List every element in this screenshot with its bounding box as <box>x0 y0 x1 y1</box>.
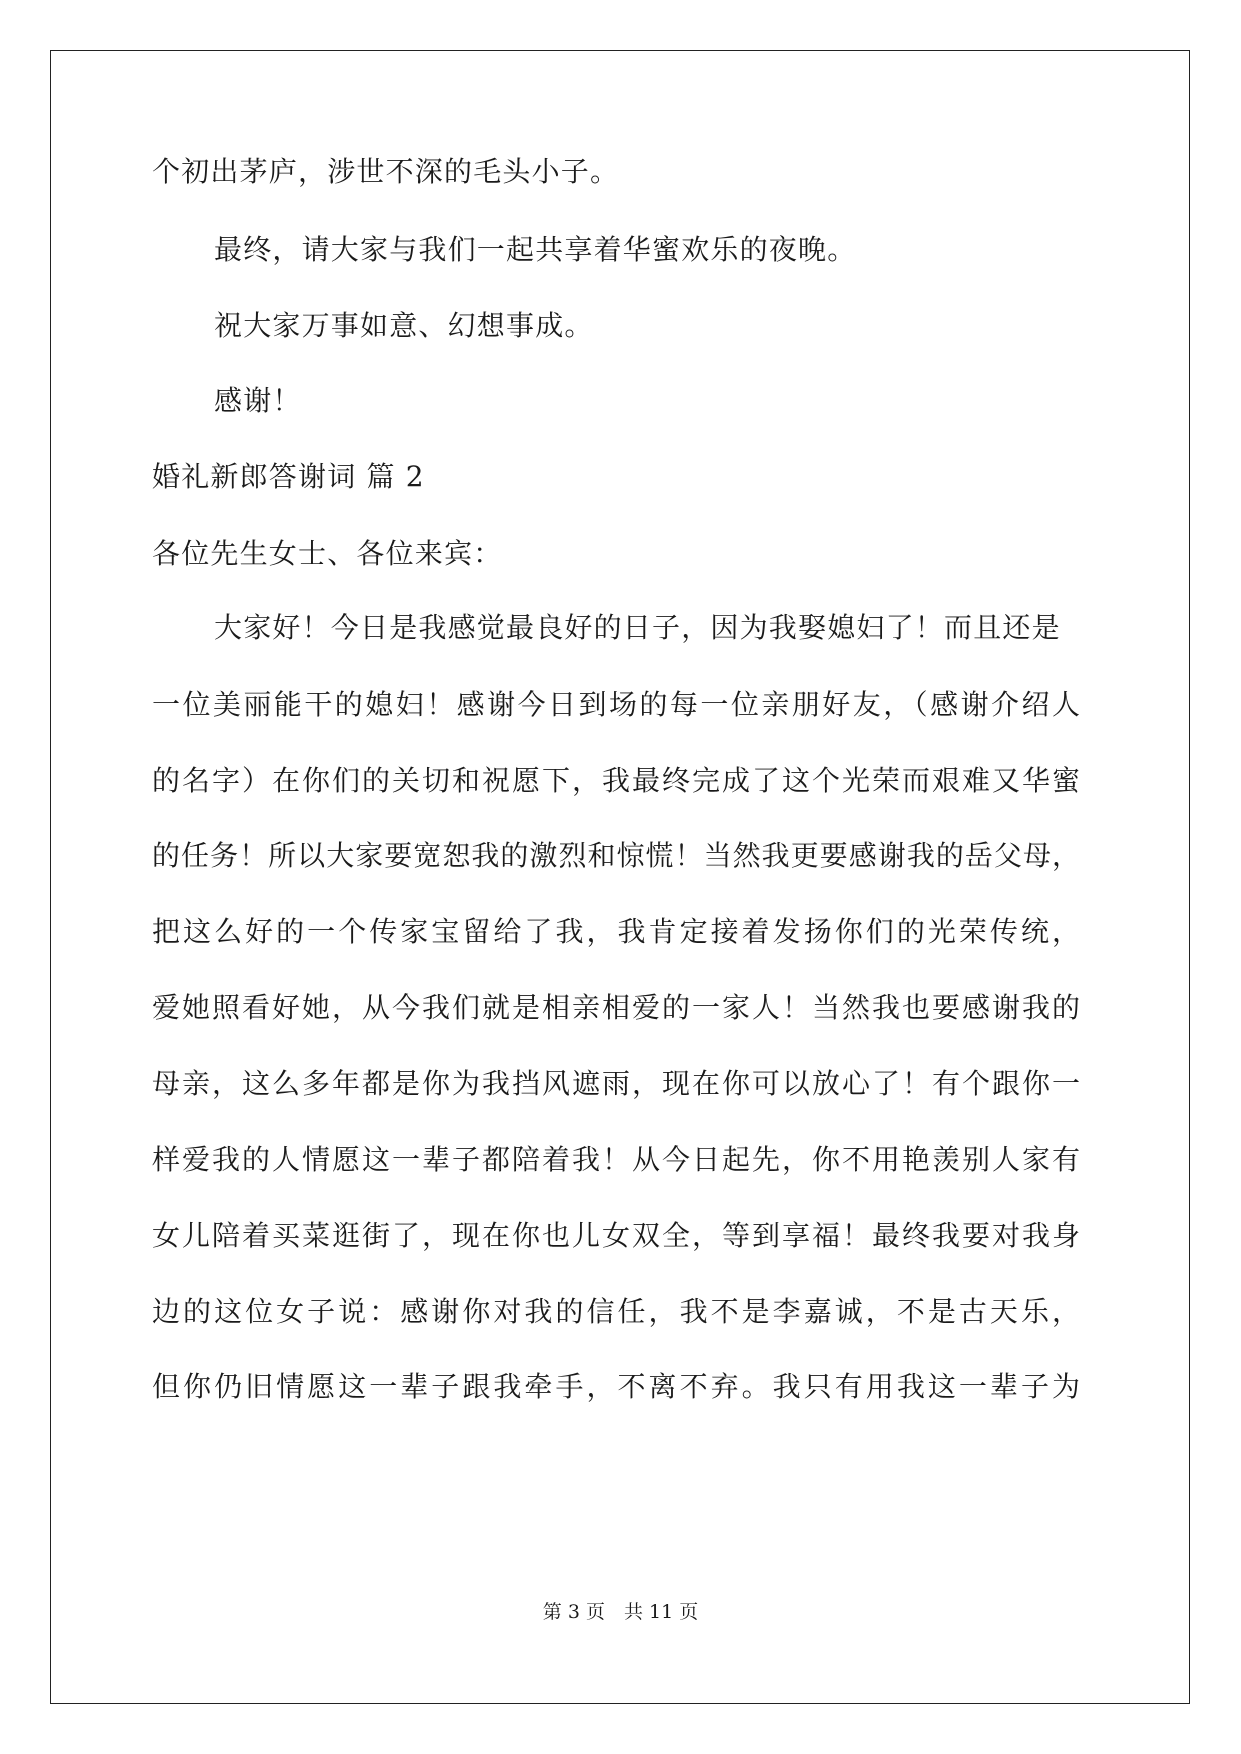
paragraph-line: 大家好！今日是我感觉最良好的日子，因为我娶媳妇了！而且还是 <box>214 611 1061 644</box>
text-line-1: 个初出茅庐，涉世不深的毛头小子。 <box>152 155 620 188</box>
text-line-4: 感谢！ <box>214 384 302 417</box>
paragraph-line: 但你仍旧情愿这一辈子跟我牵手，不离不弃。我只有用我这一辈子为 <box>152 1370 1080 1403</box>
page-number: 第 3 页 共 11 页 <box>542 1601 699 1623</box>
paragraph-line: 样爱我的人情愿这一辈子都陪着我！从今日起先，你不用艳羡别人家有 <box>152 1143 1080 1176</box>
salutation-line: 各位先生女士、各位来宾： <box>152 537 503 570</box>
text-line-3: 祝大家万事如意、幻想事成。 <box>214 309 594 342</box>
paragraph-line: 母亲，这么多年都是你为我挡风遮雨，现在你可以放心了！有个跟你一 <box>152 1067 1080 1100</box>
text-line-2: 最终，请大家与我们一起共享着华蜜欢乐的夜晚。 <box>214 233 857 266</box>
paragraph-line: 女儿陪着买菜逛街了，现在你也儿女双全，等到享福！最终我要对我身 <box>152 1219 1080 1252</box>
paragraph-line: 一位美丽能干的媳妇！感谢今日到场的每一位亲朋好友，（感谢介绍人 <box>152 688 1080 721</box>
paragraph-line: 的任务！所以大家要宽恕我的激烈和惊慌！当然我更要感谢我的岳父母， <box>152 839 1080 872</box>
paragraph-line: 爱她照看好她，从今我们就是相亲相爱的一家人！当然我也要感谢我的 <box>152 991 1080 1024</box>
page-footer <box>0 1600 1241 1624</box>
paragraph-line: 边的这位女子说：感谢你对我的信任，我不是李嘉诚，不是古天乐， <box>152 1295 1080 1328</box>
section-heading: 婚礼新郎答谢词 篇 2 <box>152 460 425 493</box>
paragraph-line: 把这么好的一个传家宝留给了我，我肯定接着发扬你们的光荣传统， <box>152 915 1080 948</box>
page-border <box>50 50 1190 1704</box>
paragraph-line: 的名字）在你们的关切和祝愿下，我最终完成了这个光荣而艰难又华蜜 <box>152 764 1080 797</box>
